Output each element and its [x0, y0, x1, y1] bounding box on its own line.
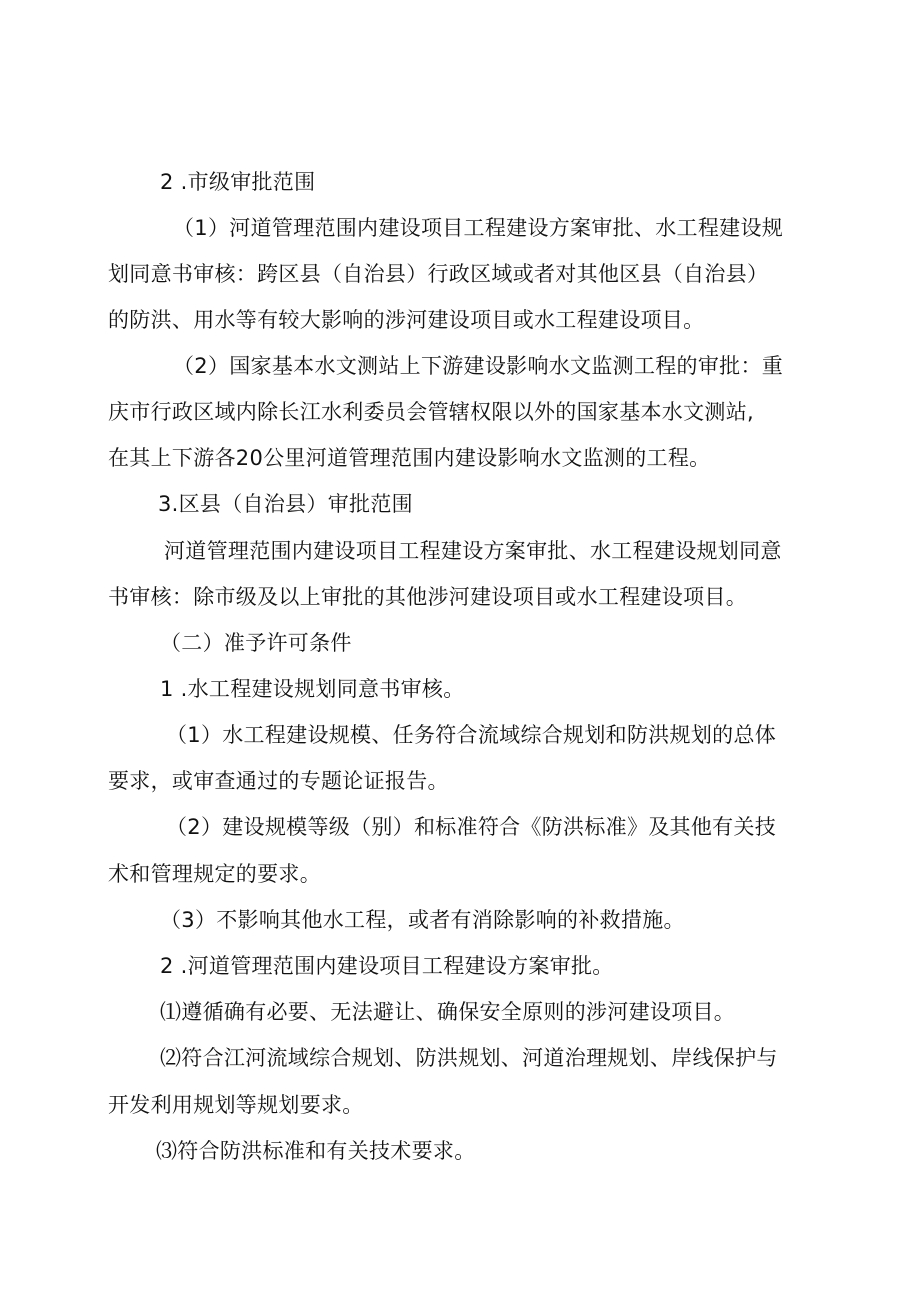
section-heading-county-scope: 3.区县（自治县）审批范围 [158, 492, 413, 516]
paragraph-line: 书审核：除市级及以上审批的其他涉河建设项目或水工程建设项目。 [108, 585, 747, 609]
paragraph-line: （2）国家基本水文测站上下游建设影响水文监测工程的审批：重 [173, 354, 784, 378]
paragraph-line: ⑶符合防洪标准和有关技术要求。 [156, 1139, 476, 1163]
paragraph-line: 在其上下游各20公里河道管理范围内建设影响水文监测的工程。 [108, 446, 711, 470]
subsection-heading: 1 .水工程建设规划同意书审核。 [160, 677, 465, 701]
paragraph-line: 开发利用规划等规划要求。 [108, 1093, 364, 1117]
paragraph-line: （2）建设规模等级（别）和标准符合《防洪标准》及其他有关技 [166, 815, 777, 839]
paragraph-line: 庆市行政区域内除长江水利委员会管辖权限以外的国家基本水文测站, [108, 400, 754, 424]
paragraph-line: （1）河道管理范围内建设项目工程建设方案审批、水工程建设规 [173, 216, 784, 240]
paragraph-line: ⑵符合江河流域综合规划、防洪规划、河道治理规划、岸线保护与 [160, 1046, 778, 1070]
paragraph-line: 河道管理范围内建设项目工程建设方案审批、水工程建设规划同意 [164, 539, 782, 563]
paragraph-line: ⑴遵循确有必要、无法避让、确保安全原则的涉河建设项目。 [160, 1000, 736, 1024]
paragraph-line: 术和管理规定的要求。 [108, 862, 321, 886]
paragraph-line: 划同意书审核：跨区县（自治县）行政区域或者对其他区县（自治县） [108, 262, 769, 286]
subsection-heading: 2 .河道管理范围内建设项目工程建设方案审批。 [160, 954, 614, 978]
paragraph-line: （1）水工程建设规模、任务符合流域综合规划和防洪规划的总体 [166, 723, 777, 747]
paragraph-line: 的防洪、用水等有较大影响的涉河建设项目或水工程建设项目。 [108, 308, 705, 332]
paragraph-line: （3）不影响其他水工程，或者有消除影响的补救措施。 [160, 908, 685, 932]
section-heading-municipal-scope: 2 .市级审批范围 [160, 170, 316, 194]
section-heading-permit-conditions: （二）准予许可条件 [160, 631, 352, 655]
paragraph-line: 要求，或审查通过的专题论证报告。 [108, 769, 449, 793]
